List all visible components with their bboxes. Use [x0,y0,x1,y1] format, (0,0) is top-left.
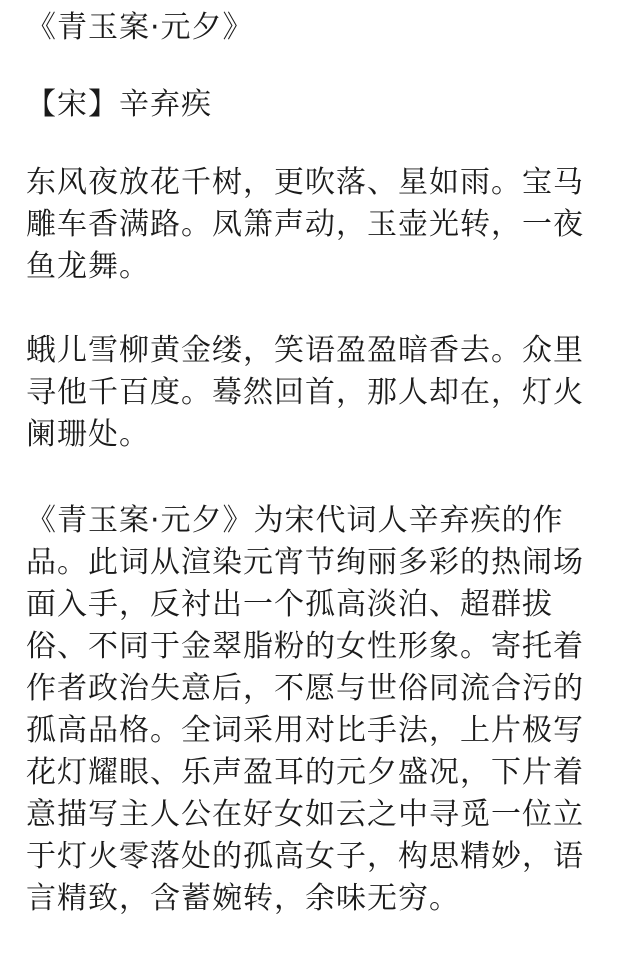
commentary-line: 俗、不同于金翠脂粉的女性形象。寄托着 [26,629,584,664]
stanza-line: 雕车香满路。凤箫声动，玉壶光转，一夜 [26,207,584,242]
commentary-line: 孤高品格。全词采用对比手法，上片极写 [26,713,584,748]
stanza-line: 东风夜放花千树，更吹落、星如雨。宝马 [26,165,584,200]
commentary-line: 作者政治失意后，不愿与世俗同流合污的 [26,671,584,706]
poem-title: 《青玉案·元夕》 [26,10,254,45]
poem-stanza-2 [26,330,584,456]
stanza-line: 阑珊处。 [26,417,150,452]
commentary-paragraph [26,500,584,920]
stanza-line: 鱼龙舞。 [26,249,150,284]
commentary-line: 言精致，含蓄婉转，余味无穷。 [26,881,460,916]
commentary-line: 花灯耀眼、乐声盈耳的元夕盛况，下片着 [26,755,584,790]
commentary-line: 面入手，反衬出一个孤高淡泊、超群拔 [26,587,553,622]
stanza-line: 寻他千百度。蓦然回首，那人却在，灯火 [26,375,584,410]
commentary-line: 品。此词从渲染元宵节绚丽多彩的热闹场 [26,545,584,580]
stanza-line: 蛾儿雪柳黄金缕，笑语盈盈暗香去。众里 [26,333,584,368]
commentary-line: 意描写主人公在好女如云之中寻觅一位立 [26,797,584,832]
commentary-line: 于灯火零落处的孤高女子，构思精妙，语 [26,839,584,874]
poem-author: 【宋】辛弃疾 [26,87,212,122]
poem-stanza-1 [26,162,584,288]
commentary-line: 《青玉案·元夕》为宋代词人辛弃疾的作 [26,503,564,538]
